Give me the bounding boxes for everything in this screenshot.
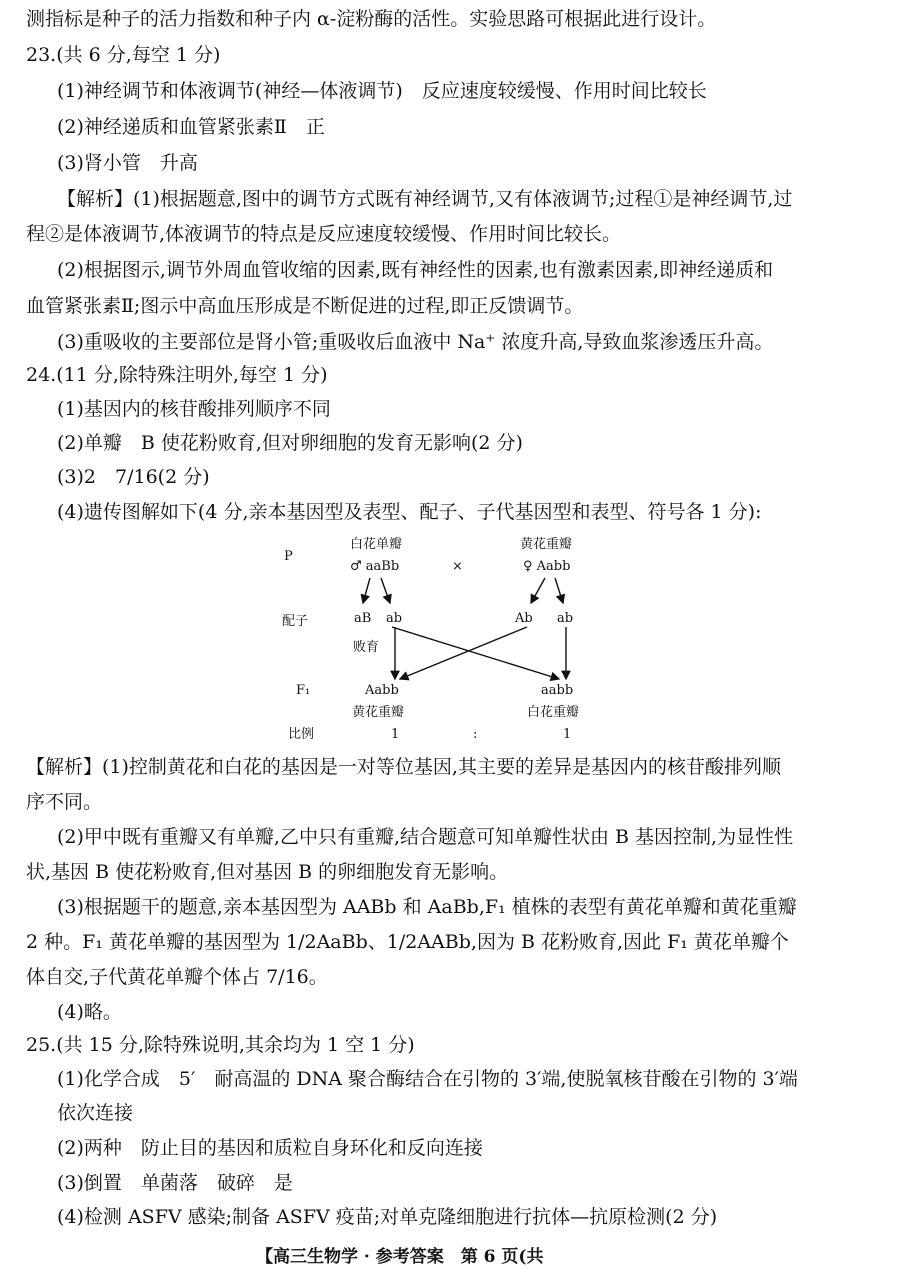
analysis-line: 程②是体液调节,体液调节的特点是反应速度较缓慢、作用时间比较长。 bbox=[26, 223, 622, 245]
analysis-line: 【解析】(1)控制黄花和白花的基因是一对等位基因,其主要的差异是基因内的核苷酸排列顺 bbox=[26, 756, 781, 778]
arrow-ab-to-aabb bbox=[392, 627, 559, 679]
question-header: 23.(共 6 分,每空 1 分) bbox=[26, 44, 221, 66]
answer-line: 依次连接 bbox=[57, 1102, 134, 1124]
answer-line: (3)倒置 单菌落 破碎 是 bbox=[57, 1172, 293, 1194]
arrow-parent-to-ab bbox=[381, 578, 390, 603]
parent-left-phenotype: 白花单瓣 bbox=[350, 537, 403, 552]
analysis-line: 体自交,子代黄花单瓣个体占 7/16。 bbox=[26, 966, 328, 988]
cross-symbol: × bbox=[452, 559, 463, 574]
analysis-line: (4)略。 bbox=[57, 1001, 122, 1023]
gamete-ab-right: ab bbox=[557, 611, 574, 626]
arrow-parent-to-Ab bbox=[531, 578, 545, 603]
analysis-line: (2)根据图示,调节外周血管收缩的因素,既有神经性的因素,也有激素因素,即神经递质和 bbox=[57, 259, 774, 281]
ratio-label: 比例 bbox=[288, 727, 315, 742]
analysis-line: (3)根据题干的题意,亲本基因型为 AABb 和 AaBb,F₁ 植株的表型有黄花单瓣和黄花重瓣 bbox=[57, 896, 797, 918]
analysis-line: 序不同。 bbox=[26, 791, 103, 813]
gamete-ab-left: ab bbox=[386, 611, 403, 626]
answer-line: (2)单瓣 B 使花粉败育,但对卵细胞的发育无影响(2 分) bbox=[57, 432, 523, 454]
offspring-left-genotype: Aabb bbox=[365, 683, 399, 698]
answer-line: (3)2 7/16(2 分) bbox=[57, 466, 210, 488]
arrow-parent-to-ab-right bbox=[555, 578, 563, 603]
gamete-aB: aB bbox=[354, 611, 372, 626]
analysis-line: 2 种。F₁ 黄花单瓣的基因型为 1/2AaBb、1/2AABb,因为 B 花粉败育,因此 F₁ 黄花单瓣个 bbox=[26, 931, 789, 953]
sterile-label: 败育 bbox=[353, 640, 380, 655]
analysis-line: 【解析】(1)根据题意,图中的调节方式既有神经调节,又有体液调节;过程①是神经调节,过 bbox=[57, 188, 793, 210]
arrow-parent-to-aB bbox=[363, 578, 370, 603]
answer-line: (1)化学合成 5′ 耐高温的 DNA 聚合酶结合在引物的 3′端,使脱氧核苷酸在引物的 3′端 bbox=[57, 1068, 798, 1090]
analysis-line: 血管紧张素Ⅱ;图示中高血压形成是不断促进的过程,即正反馈调节。 bbox=[26, 295, 584, 317]
answer-line: (4)检测 ASFV 感染;制备 ASFV 疫苗;对单克隆细胞进行抗体—抗原检测(2 分) bbox=[57, 1206, 718, 1228]
parent-right-genotype: ♀ Aabb bbox=[523, 559, 571, 574]
f1-label: F₁ bbox=[296, 683, 311, 698]
gamete-Ab: Ab bbox=[515, 611, 533, 626]
ratio-separator: : bbox=[473, 727, 478, 742]
p-label: P bbox=[284, 549, 293, 564]
genetic-cross-diagram bbox=[280, 533, 620, 748]
answer-line: (1)基因内的核苷酸排列顺序不同 bbox=[57, 398, 331, 420]
analysis-line: 状,基因 B 使花粉败育,但对基因 B 的卵细胞发育无影响。 bbox=[26, 861, 509, 883]
gamete-label: 配子 bbox=[282, 614, 309, 629]
offspring-left-phenotype: 黄花重瓣 bbox=[352, 705, 405, 720]
answer-line: (2)两种 防止目的基因和质粒自身环化和反向连接 bbox=[57, 1137, 483, 1159]
analysis-line: (3)重吸收的主要部位是肾小管;重吸收后血液中 Na⁺ 浓度升高,导致血浆渗透压升高。 bbox=[57, 331, 774, 353]
answer-line: (1)神经调节和体液调节(神经—体液调节) 反应速度较缓慢、作用时间比较长 bbox=[57, 80, 707, 102]
answer-line: (3)肾小管 升高 bbox=[57, 152, 198, 174]
offspring-right-phenotype: 白花重瓣 bbox=[527, 705, 580, 720]
question-header: 25.(共 15 分,除特殊说明,其余均为 1 空 1 分) bbox=[26, 1034, 415, 1056]
answer-line: (4)遗传图解如下(4 分,亲本基因型及表型、配子、子代基因型和表型、符号各 1 分): bbox=[57, 501, 762, 523]
parent-left-genotype: ♂ aaBb bbox=[350, 559, 400, 574]
offspring-right-genotype: aabb bbox=[541, 683, 574, 698]
parent-right-phenotype: 黄花重瓣 bbox=[520, 537, 573, 552]
page-footer: 【高三生物学 · 参考答案 第 6 页(共 bbox=[256, 1247, 544, 1267]
answer-line: (2)神经递质和血管紧张素Ⅱ 正 bbox=[57, 116, 325, 138]
analysis-line: (2)甲中既有重瓣又有单瓣,乙中只有重瓣,结合题意可知单瓣性状由 B 基因控制,为显性性 bbox=[57, 826, 794, 848]
text-line: 测指标是种子的活力指数和种子内 α-淀粉酶的活性。实验思路可根据此进行设计。 bbox=[26, 8, 717, 30]
ratio-left: 1 bbox=[391, 727, 400, 742]
ratio-right: 1 bbox=[563, 727, 572, 742]
question-header: 24.(11 分,除特殊注明外,每空 1 分) bbox=[26, 364, 328, 386]
